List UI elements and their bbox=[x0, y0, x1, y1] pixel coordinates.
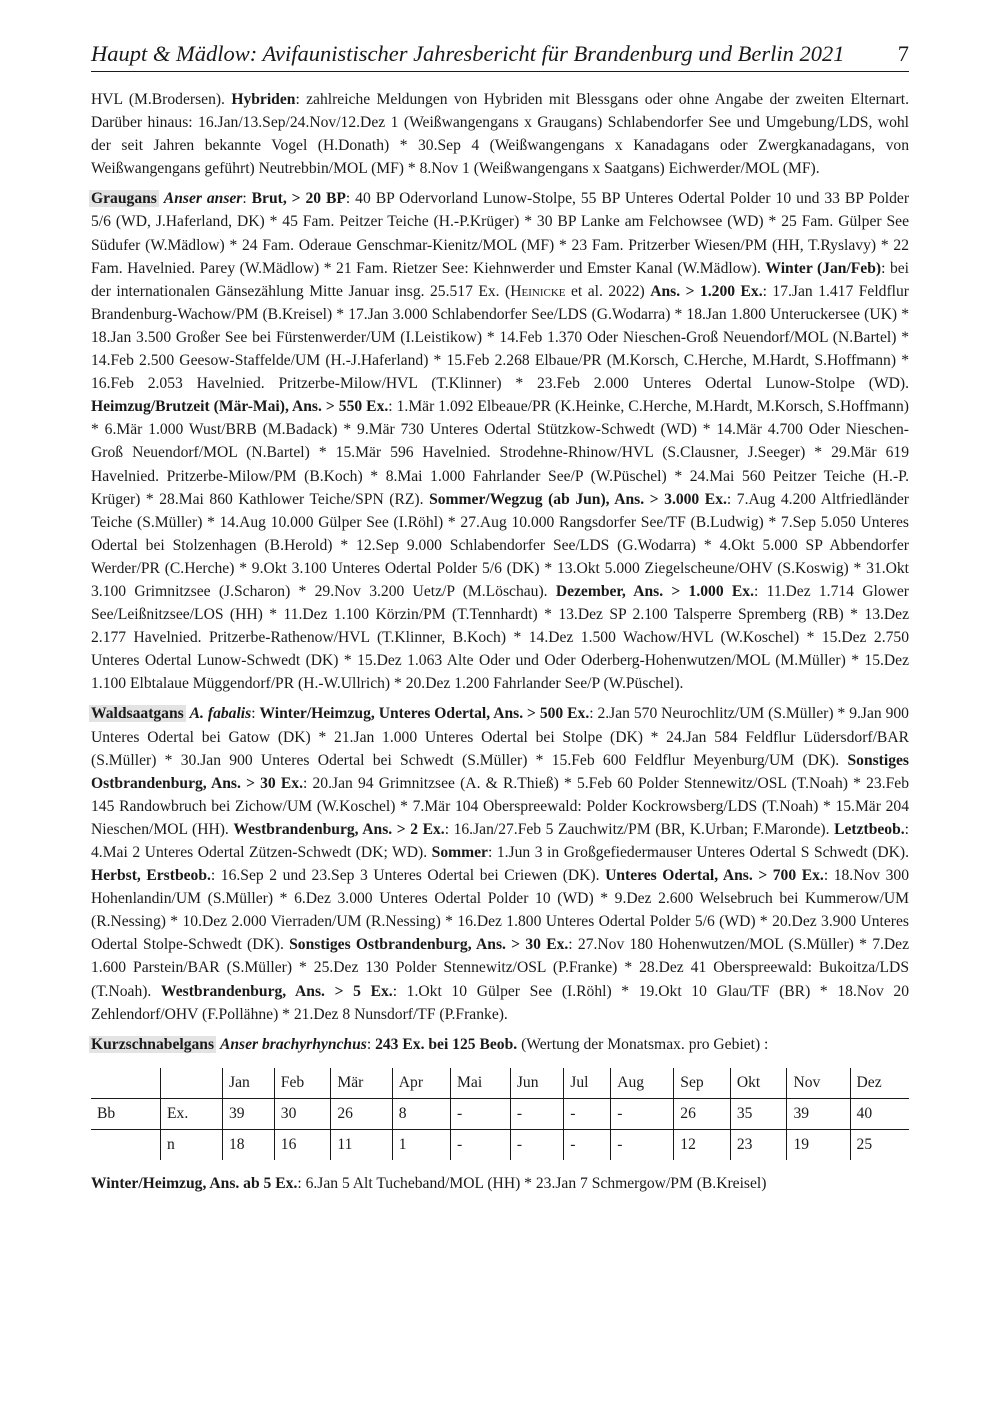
text-run: (Wertung der Monatsmax. pro Gebiet) : bbox=[517, 1035, 769, 1053]
table-cell: 19 bbox=[787, 1129, 850, 1160]
text-run: : 1.Mär 1.092 Elbeaue/PR (K.Heinke, C.Herche, M.Hardt, M.Korsch, S.Hoffmann) * 6.Mär 1.000 Wust/BRB (M.Badack) * 9.Mär 730 Unteres Odertal Stützkow-Schwedt (WD) * 14.Mär 4.700 Oder Nieschen-Groß Neuendorf/MOL (N.Bartel) * 15.Mär 596 Havelnied. Strodehne-Rhinow/HVL (S.Clausner, J.Seeger) * 29.Mär 619 Havelnied. Pritzerbe-Milow/PM (B.Koch) * 8.Mai 1.000 Fahrlander See/P (W.Püschel) * 24.Mai 560 Peitzer Teiche (H.-P. Krüger) * 28.Mai 860 Kathlower Teiche/SPN (RZ). bbox=[91, 398, 909, 508]
month-header: Apr bbox=[392, 1068, 450, 1099]
table-row-individuals bbox=[91, 1098, 909, 1129]
text-run: : 1.Okt 10 Gülper See (I.Röhl) * 19.Okt 10 Glau/TF (BR) * 18.Nov 20 Zehlendorf/OHV (F.Pollähne) * 21.Dez 8 Nunsdorf/TF (P.Franke). bbox=[91, 982, 909, 1023]
section-heading: 243 Ex. bei 125 Beob. bbox=[375, 1035, 518, 1053]
table-cell: 26 bbox=[331, 1098, 392, 1129]
scientific-name: Anser anser bbox=[163, 190, 243, 208]
text-run: et al. 2022) bbox=[565, 282, 651, 300]
row-label-cell: Ex. bbox=[161, 1098, 223, 1129]
table-cell: 23 bbox=[730, 1129, 787, 1160]
text-run: : 16.Jan/27.Feb 5 Zauchwitz/PM (BR, K.Urban; F.Maronde). bbox=[444, 820, 835, 838]
region-cell: Bb bbox=[91, 1098, 161, 1129]
table-cell: 26 bbox=[674, 1098, 731, 1129]
text-run: : 40 BP Odervorland Lunow-Stolpe, 55 BP Unteres Odertal Polder 10 und 33 BP Polder 5/6 (WD, J.Haferland, DK) * 45 Fam. Peitzer Teiche (H.-P.Krüger) * 30 BP Lanke am Felchowsee (WD) * 25 Fam. Gülper See Südufer (W.Mädlow) * 24 Fam. Oderaue Genschmar-Kienitz/MOL (MF) * 23 Fam. Pritzerber Wiesen/PM (HH, T.Ryslavy) * 22 Fam. Havelnied. Parey (W.Mädlow) * 21 Fam. Rietzer See: Kiehnwerder und Emster Kanal (W.Mädlow). bbox=[91, 190, 910, 277]
month-header: Jul bbox=[564, 1068, 611, 1099]
section-heading: Brut, > 20 BP bbox=[251, 190, 346, 208]
section-heading: Ans. > 1.200 Ex. bbox=[650, 282, 763, 300]
section-heading: Winter (Jan/Feb) bbox=[765, 259, 882, 277]
document-page bbox=[91, 40, 909, 1202]
paragraph-graugans bbox=[91, 187, 909, 695]
month-header: Mär bbox=[331, 1068, 392, 1099]
text-run: : 4.Mai 2 Unteres Odertal Zützen-Schwedt (DK; WD). bbox=[91, 820, 909, 861]
section-heading: Sommer/Wegzug (ab Jun), Ans. > 3.000 Ex. bbox=[429, 490, 727, 508]
text-run: : 11.Dez 1.714 Glower See/Leißnitzsee/LOS (HH) * 11.Dez 1.100 Körzin/PM (T.Tennhardt) * 13.Dez SP 2.100 Talsperre Spremberg (RB) * 13.Dez 2.177 Havelnied. Pritzerbe-Rathenow/HVL (T.Klinner, B.Koch) * 14.Dez 1.500 Wachow/HVL (W.Koschel) * 15.Dez 2.750 Unteres Odertal Lunow-Schwedt (DK) * 15.Dez 1.063 Alte Oder und Oder Oderberg-Hohenwutzen/MOL (M.Müller) * 15.Dez 1.100 Elbtalaue Müggendorf/PR (H.-W.Ullrich) * 20.Dez 1.200 Fahrlander See/P (W.Püschel). bbox=[91, 582, 909, 693]
paragraph-hybriden bbox=[91, 88, 909, 180]
table-header-row bbox=[91, 1068, 909, 1099]
section-heading: Hybriden bbox=[231, 91, 296, 108]
monthly-counts-table bbox=[91, 1068, 909, 1160]
citation-author: Heinicke bbox=[510, 282, 566, 300]
text-run: : 20.Jan 94 Grimnitzsee (A. & R.Thieß) * 5.Feb 60 Polder Stennewitz/OSL (T.Noah) * 23.Feb 145 Randowbruch bei Zichow/UM (W.Koschel) * 7.Mär 104 Oberspreewald: Polder Kockrowsberg/LDS (T.Noah) * 15.Mär 204 Nieschen/MOL (HH). bbox=[91, 774, 909, 838]
body-text bbox=[91, 88, 909, 1195]
scientific-name: Anser brachyrhynchus bbox=[219, 1035, 367, 1053]
table-cell: - bbox=[451, 1098, 511, 1129]
running-header bbox=[91, 40, 909, 72]
text-run: : 27.Nov 180 Hohenwutzen/MOL (S.Müller) * 7.Dez 1.600 Parstein/BAR (S.Müller) * 25.Dez 130 Polder Stennewitz/OSL (P.Franke) * 28.Dez 41 Oberspreewald: Bukoitza/LDS (T.Noah). bbox=[91, 936, 909, 1000]
paragraph-winter-heimzug bbox=[91, 1172, 909, 1195]
section-heading: Sommer bbox=[431, 844, 488, 861]
section-heading: Sonstiges Ostbrandenburg, Ans. > 30 Ex. bbox=[289, 936, 569, 954]
month-header: Feb bbox=[274, 1068, 331, 1099]
section-heading: Sonstiges Ostbrandenburg, Ans. > 30 Ex. bbox=[91, 751, 909, 792]
text-run: : bbox=[251, 705, 260, 723]
text-run: HVL (M.Brodersen). bbox=[91, 91, 232, 108]
text-run: : 18.Nov 300 Hohenlandin/UM (S.Müller) * 6.Dez 3.000 Unteres Odertal Polder 10 (WD) * 9.Dez 2.600 Welsebruch bei Kummerow/UM (R.Nessing) * 10.Dez 2.000 Vierraden/UM (R.Nessing) * 16.Dez 1.800 Unteres Odertal Polder 5/6 (WD) * 20.Dez 3.900 Unteres Odertal Stolpe-Schwedt (DK). bbox=[91, 867, 909, 954]
month-header: Jun bbox=[510, 1068, 563, 1099]
text-run: : 16.Sep 2 und 23.Sep 3 Unteres Odertal bei Criewen (DK). bbox=[210, 867, 606, 885]
section-heading: Westbrandenburg, Ans. > 5 Ex. bbox=[161, 982, 393, 1000]
month-header: Jan bbox=[223, 1068, 275, 1099]
paragraph-kurzschnabelgans bbox=[91, 1033, 909, 1056]
table-cell: 16 bbox=[274, 1129, 331, 1160]
table-cell: - bbox=[564, 1098, 611, 1129]
text-run: : bbox=[242, 190, 252, 208]
region-cell bbox=[91, 1129, 161, 1160]
header-title: Haupt & Mädlow: Avifaunistischer Jahresbericht für Brandenburg und Berlin 2021 bbox=[91, 41, 845, 66]
text-run: : bbox=[366, 1035, 376, 1053]
table-cell: 18 bbox=[223, 1129, 275, 1160]
row-label-cell: n bbox=[161, 1129, 223, 1160]
table-cell: 11 bbox=[331, 1129, 392, 1160]
month-header: Sep bbox=[674, 1068, 731, 1099]
scientific-name: A. fabalis bbox=[189, 705, 252, 723]
month-header: Aug bbox=[611, 1068, 674, 1099]
table-corner-cell bbox=[161, 1068, 223, 1099]
section-heading: Westbrandenburg, Ans. > 2 Ex. bbox=[233, 820, 445, 838]
table-cell: 25 bbox=[850, 1129, 909, 1160]
table-cell: - bbox=[510, 1098, 563, 1129]
table-cell: 35 bbox=[730, 1098, 787, 1129]
table-cell: 39 bbox=[223, 1098, 275, 1129]
species-name: Waldsaatgans bbox=[91, 705, 184, 723]
section-heading: Winter/Heimzug, Ans. ab 5 Ex. bbox=[91, 1174, 298, 1192]
table-cell: - bbox=[564, 1129, 611, 1160]
section-heading: Herbst, Erstbeob. bbox=[91, 867, 211, 885]
table-cell: 8 bbox=[392, 1098, 450, 1129]
text-run: : bei der internationalen Gänsezählung Mitte Januar insg. 25.517 Ex. ( bbox=[91, 259, 909, 300]
text-run: : 7.Aug 4.200 Altfriedländer Teiche (S.Müller) * 14.Aug 10.000 Gülper See (I.Röhl) * 27.Aug 10.000 Rangsdorfer See/TF (B.Ludwig) * 7.Sep 5.050 Unteres Odertal bei Stolzenhagen (B.Herold) * 12.Sep 9.000 Schlabendorfer See/LDS (G.Wodarra) * 4.Okt 5.000 SP Abbendorfer Werder/PR (C.Herche) * 9.Okt 3.100 Unteres Odertal Polder 5/6 (DK) * 13.Okt 5.000 Ziegelscheune/OHV (S.Koswig) * 31.Okt 3.100 Grimnitzsee (J.Scharon) * 29.Nov 3.200 Uetz/P (M.Löschau). bbox=[91, 490, 909, 600]
table-cell: - bbox=[451, 1129, 511, 1160]
section-heading: Winter/Heimzug, Unteres Odertal, Ans. > 500 Ex. bbox=[259, 705, 590, 723]
table-cell: 40 bbox=[850, 1098, 909, 1129]
text-run: : 1.Jun 3 in Großgefiedermauser Unteres Odertal S Schwedt (DK). bbox=[487, 844, 909, 861]
month-header: Mai bbox=[451, 1068, 511, 1099]
table-row-observations bbox=[91, 1129, 909, 1160]
text-run: : zahlreiche Meldungen von Hybriden mit Blessgans oder ohne Angabe der zweiten Elternart. Darüber hinaus: 16.Jan/13.Sep/24.Nov/12.Dez 1 (Weißwangengans x Graugans) Schlabendorfer See und Umgebung/LDS, wohl der seit Jahren bekannte Vogel (H.Donath) * 30.Sep 4 (Weißwangengans x Kanadagans oder Zwergkanadagans, von Weißwangengans geführt) Neutrebbin/MOL (MF) * 8.Nov 1 (Weißwangengans x Saatgans) Eichwerder/MOL (MF). bbox=[91, 91, 909, 178]
text-run: : 2.Jan 570 Neurochlitz/UM (S.Müller) * 9.Jan 900 Unteres Odertal bei Gatow (DK) * 21.Jan 1.000 Unteres Odertal bei Stolpe (DK) * 24.Jan 584 Feldflur Lüdersdorf/BAR (S.Müller) * 30.Jan 900 Unteres Odertal bei Schwedt (S.Müller) * 15.Feb 600 Feldflur Meyenburg/UM (DK). bbox=[91, 705, 909, 769]
month-header: Okt bbox=[730, 1068, 787, 1099]
section-heading: Heimzug/Brutzeit (Mär-Mai), Ans. > 550 Ex. bbox=[91, 398, 389, 416]
table-corner-cell bbox=[91, 1068, 161, 1099]
species-name: Kurzschnabelgans bbox=[91, 1035, 215, 1053]
table-cell: 39 bbox=[787, 1098, 850, 1129]
table-cell: 30 bbox=[274, 1098, 331, 1129]
section-heading: Letztbeob. bbox=[834, 820, 905, 838]
table-cell: - bbox=[611, 1129, 674, 1160]
text-run: : 6.Jan 5 Alt Tucheband/MOL (HH) * 23.Jan 7 Schmergow/PM (B.Kreisel) bbox=[297, 1174, 767, 1192]
text-run: : 17.Jan 1.417 Feldflur Brandenburg-Wachow/PM (B.Kreisel) * 17.Jan 3.000 Schlabendorfer See/LDS (G.Wodarra) * 18.Jan 1.800 Unteruckersee (UK) * 18.Jan 3.500 Großer See bei Fürstenwerder/UM (I.Leistikow) * 14.Feb 1.370 Oder Nieschen-Groß Neuendorf/MOL (N.Bartel) * 14.Feb 2.500 Geesow-Staffelde/UM (H.-J.Haferland) * 15.Feb 2.268 Elbaue/PR (M.Korsch, C.Herche, M.Hardt, S.Hoffmann) * 16.Feb 2.053 Havelnied. Pritzerbe-Milow/HVL (T.Klinner) * 23.Feb 2.000 Unteres Odertal Lunow-Stolpe (WD). bbox=[91, 282, 909, 393]
month-header: Dez bbox=[850, 1068, 909, 1099]
table-cell: - bbox=[611, 1098, 674, 1129]
table-cell: 12 bbox=[674, 1129, 731, 1160]
table-cell: - bbox=[510, 1129, 563, 1160]
species-name: Graugans bbox=[91, 190, 157, 208]
table-cell: 1 bbox=[392, 1129, 450, 1160]
section-heading: Dezember, Ans. > 1.000 Ex. bbox=[555, 582, 754, 600]
paragraph-waldsaatgans bbox=[91, 702, 909, 1025]
section-heading: Unteres Odertal, Ans. > 700 Ex. bbox=[605, 867, 824, 885]
month-header: Nov bbox=[787, 1068, 850, 1099]
page-number: 7 bbox=[897, 41, 909, 66]
